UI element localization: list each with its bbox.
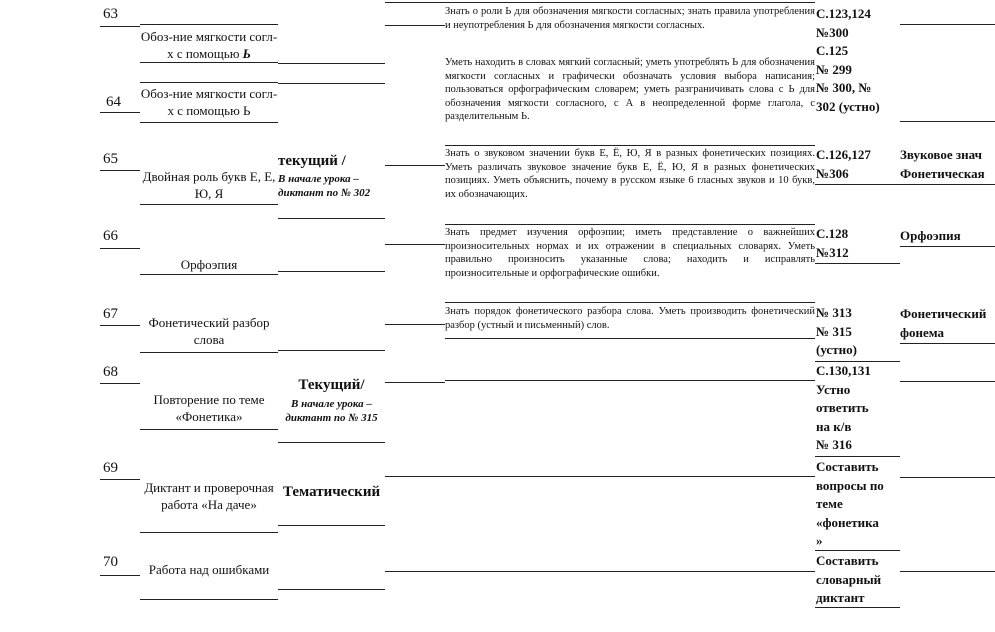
control-note: В начале урока – диктант по № 302: [278, 173, 371, 199]
terms-text: Фонетический фонема: [900, 306, 987, 340]
row-divider: [140, 82, 278, 83]
requirements-text: Знать о звуковом значении букв Е, Ё, Ю, Я в разных фонетических позициях. Уметь различать звуковое значение букв Е, Ё, Ю, Я в разных фонетических позициях. Уметь объяснить, почему в русском языке 6 гласных звуков и 10 букв, их обозначающих.: [445, 148, 815, 200]
row-divider: [900, 477, 995, 478]
row-divider: [140, 599, 278, 600]
lesson-topic: Фонетический разбор слова: [148, 315, 270, 347]
row-divider: [385, 165, 445, 166]
homework-text: С.123,124 №300 С.125 № 299: [816, 6, 871, 77]
lesson-number: 70: [103, 554, 118, 570]
lesson-topic: Обоз-ние мягкости согл-х с помощью Ь: [140, 29, 278, 61]
row-divider: [385, 382, 445, 383]
homework-text: № 313 № 315 (устно): [816, 305, 857, 357]
row-divider: [900, 24, 995, 25]
row-divider: [140, 429, 278, 430]
row-divider: [385, 476, 815, 477]
row-divider: [100, 575, 140, 576]
requirements-text: Знать предмет изучения орфоэпии; иметь представление о важнейших произносительных нормах и их отражении в специальных словарях. Уметь правильно произносить указанные слова; находить и исправлять произносительные и орфографические ошибки.: [445, 227, 815, 279]
row-divider: [815, 184, 995, 185]
homework-text: Составить вопросы по теме «фонетика »: [816, 459, 884, 548]
lesson-topic: Орфоэпия: [180, 257, 238, 272]
row-divider: [385, 2, 815, 3]
row-divider: [140, 62, 278, 63]
lesson-number: 64: [106, 94, 121, 110]
row-divider: [278, 589, 385, 590]
row-divider: [445, 224, 815, 225]
row-divider: [140, 274, 278, 275]
lesson-topic: Диктант и проверочная работа «На даче»: [144, 480, 274, 512]
row-divider: [445, 145, 815, 146]
requirements-text: Уметь находить в словах мягкий согласный; уметь употреблять Ь для обозначения мягкости согласных и графически обозначать условия выбора написания; пользоваться орфографическим словарем; уметь разграничивать слова с Ь для обозначения мягкости согласного, с А в неопределенной форме глагола, с разделительным Ь.: [445, 57, 815, 123]
lesson-number: 68: [103, 364, 118, 380]
row-divider: [278, 442, 385, 443]
row-divider: [140, 204, 278, 205]
row-divider: [445, 380, 815, 381]
row-divider: [100, 325, 140, 326]
row-divider: [815, 263, 900, 264]
control-type: Текущий/: [298, 377, 365, 393]
row-divider: [100, 26, 140, 27]
control-type: текущий /: [278, 153, 346, 169]
terms-text: Орфоэпия: [900, 228, 961, 243]
homework-text: С.128 №312: [816, 226, 849, 260]
row-divider: [900, 571, 995, 572]
lesson-number: 65: [103, 151, 118, 167]
row-divider: [900, 343, 995, 344]
lesson-number: 66: [103, 228, 118, 244]
row-divider: [900, 121, 995, 122]
row-divider: [278, 218, 385, 219]
control-note: В начале урока – диктант по № 315: [285, 398, 378, 424]
row-divider: [385, 25, 445, 26]
row-divider: [900, 246, 995, 247]
row-divider: [278, 63, 385, 64]
lesson-number: 67: [103, 306, 118, 322]
terms-text: Звуковое знач Фонетическая: [900, 147, 985, 181]
requirements-text: Знать порядок фонетического разбора слова. Уметь производить фонетический разбор (устный и письменный) слов.: [445, 306, 815, 331]
row-divider: [140, 24, 278, 25]
homework-text: С.130,131 Устно ответить на к/в № 316: [816, 363, 871, 452]
lesson-topic: Повторение по теме «Фонетика»: [153, 392, 265, 424]
homework-text: Составить словарный диктант: [816, 553, 882, 605]
row-divider: [100, 479, 140, 480]
row-divider: [445, 338, 815, 339]
homework-text: С.126,127 №306: [816, 147, 871, 181]
row-divider: [278, 350, 385, 351]
lesson-number: 69: [103, 460, 118, 476]
row-divider: [278, 271, 385, 272]
row-divider: [385, 324, 445, 325]
row-divider: [140, 352, 278, 353]
row-divider: [815, 456, 900, 457]
row-divider: [385, 571, 815, 572]
row-divider: [100, 383, 140, 384]
row-divider: [278, 525, 385, 526]
row-divider: [140, 532, 278, 533]
row-divider: [100, 112, 140, 113]
row-divider: [445, 302, 815, 303]
homework-text: № 300, № 302 (устно): [816, 80, 880, 114]
lesson-topic: Двойная роль букв Е, Е, Ю, Я: [142, 169, 276, 201]
row-divider: [100, 170, 140, 171]
lesson-topic: Обоз-ние мягкости согл-х с помощью Ь: [140, 86, 278, 118]
requirements-text: Знать о роли Ь для обозначения мягкости согласных; знать правила употребления и неупотребления Ь для обозначения мягкости согласных.: [445, 6, 815, 31]
row-divider: [900, 381, 995, 382]
lesson-topic: Работа над ошибками: [148, 562, 270, 577]
row-divider: [140, 122, 278, 123]
control-type: Тематический: [282, 484, 381, 500]
row-divider: [100, 248, 140, 249]
row-divider: [815, 550, 900, 551]
row-divider: [815, 607, 900, 608]
row-divider: [385, 244, 445, 245]
lesson-number: 63: [103, 6, 118, 22]
row-divider: [278, 83, 385, 84]
